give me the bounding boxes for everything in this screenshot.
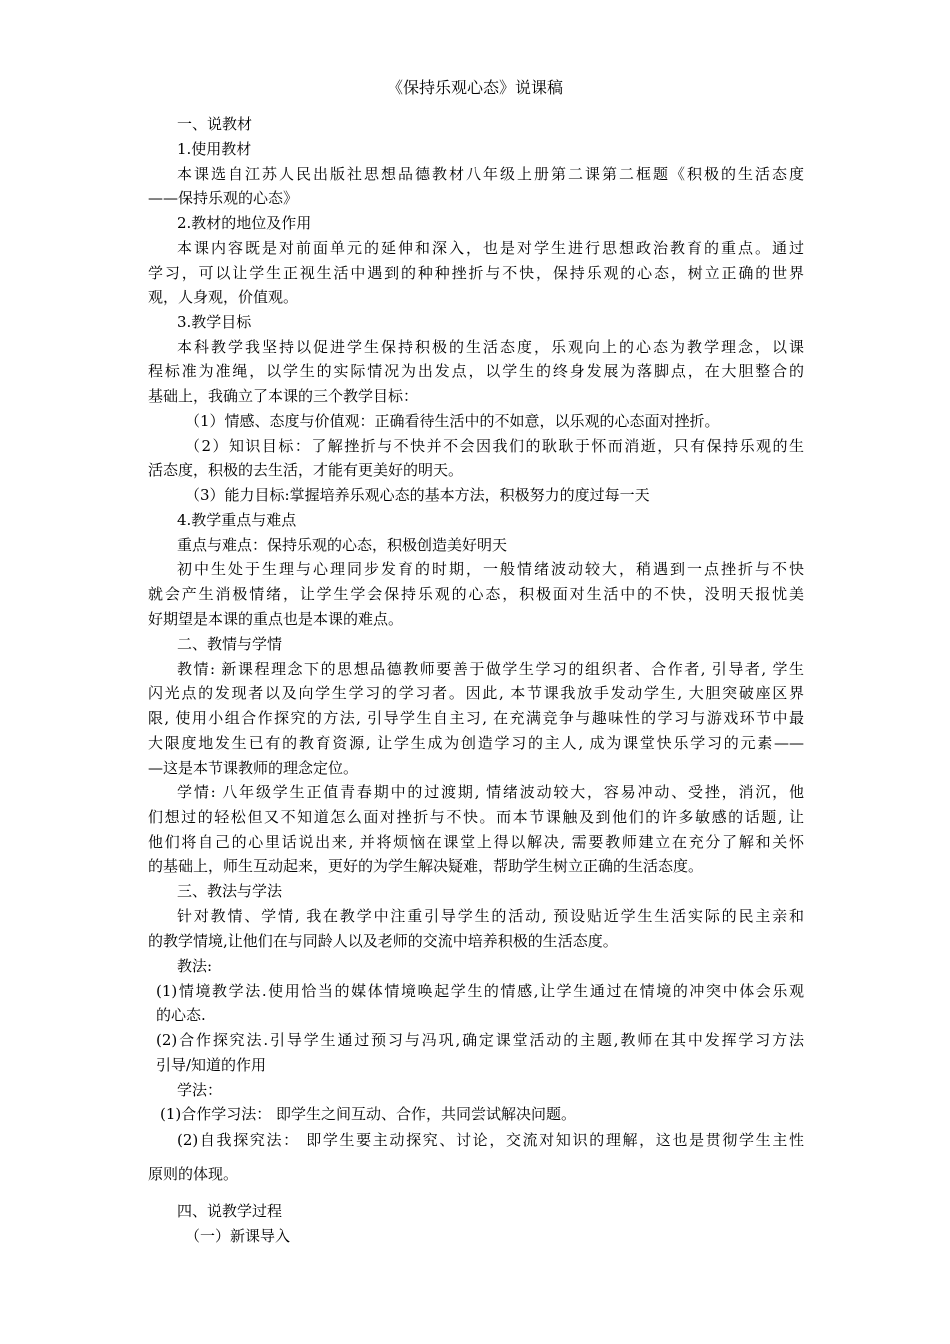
text-line: 好期望是本课的重点也是本课的难点。 (148, 610, 404, 628)
text-line: 二、教情与学情 (177, 635, 283, 653)
text-line: 闪光点的发现者以及向学生学习的学习者。因此, 本节课我放手发动学生, 大胆突破座区界 (148, 684, 804, 702)
text-line: 教情: 新课程理念下的思想品德教师要善于做学生学习的组织者、合作者, 引导者, 学生 (177, 660, 804, 678)
text-line: 教法: (177, 957, 213, 975)
text-line: (1)合作学习法： 即学生之间互动、合作，共同尝试解决问题。 (160, 1105, 577, 1123)
text-line: 的教学情境,让他们在与同龄人以及老师的交流中培养积极的生活态度。 (148, 932, 618, 950)
text-line: 程标准为准绳，以学生的实际情况为出发点，以学生的终身发展为落脚点，在大胆整合的 (148, 362, 804, 380)
text-line: (1)情境教学法.使用恰当的媒体情境唤起学生的情感,让学生通过在情境的冲突中体会乐观 (156, 982, 804, 1000)
text-line: 引导/知道的作用 (156, 1056, 267, 1074)
text-line: 的心态. (156, 1006, 206, 1024)
text-line: (2)自我探究法： 即学生要主动探究、讨论，交流对知识的理解，这也是贯彻学生主性 (177, 1131, 804, 1149)
text-line: —这是本节课教师的理念定位。 (148, 759, 359, 777)
text-line: 三、教法与学法 (177, 882, 283, 900)
text-line: 一、说教材 (177, 115, 253, 133)
text-line: 学法： (177, 1081, 223, 1099)
text-line: 3.教学目标 (177, 313, 252, 331)
text-line: （2）知识目标：了解挫折与不快并不会因我们的耿耿于怀而消逝，只有保持乐观的生 (185, 437, 804, 455)
document-title: 《保持乐观心态》说课稿 (386, 78, 563, 97)
text-line: 活态度，积极的去生活，才能有更美好的明天。 (148, 461, 464, 479)
text-line: （1）情感、态度与价值观：正确看待生活中的不如意，以乐观的心态面对挫折。 (185, 412, 720, 430)
text-line: 观，人身观，价值观。 (148, 288, 299, 306)
text-line: 大限度地发生已有的教育资源, 让学生成为创造学习的主人, 成为课堂快乐学习的元素—— (148, 734, 804, 752)
text-line: 原则的体现。 (148, 1165, 239, 1183)
text-line: 学情: 八年级学生正值青春期中的过渡期, 情绪波动较大，容易冲动、受挫，消沉，他 (177, 783, 804, 801)
text-line: （一）新课导入 (185, 1227, 291, 1245)
text-line: 1.使用教材 (177, 140, 252, 158)
text-line: 2.教材的地位及作用 (177, 214, 312, 232)
text-line: 针对教情、学情, 我在教学中注重引导学生的活动, 预设贴近学生生活实际的民主亲和 (177, 907, 804, 925)
text-line: 四、说教学过程 (177, 1202, 283, 1220)
text-line: 4.教学重点与难点 (177, 511, 297, 529)
text-line: 本科教学我坚持以促进学生保持积极的生活态度，乐观向上的心态为教学理念，以课 (177, 338, 804, 356)
text-line: 他们将自己的心里话说出来, 并将烦恼在课堂上得以解决, 需要教师建立在充分了解和关怀 (148, 833, 804, 851)
text-line: (2)合作探究法.引导学生通过预习与冯巩,确定课堂活动的主题,教师在其中发挥学习方法 (156, 1031, 804, 1049)
text-line: 限, 使用小组合作探究的方法, 引导学生自主习, 在充满竞争与趣味性的学习与游戏环节中最 (148, 709, 804, 727)
text-line: 学习，可以让学生正视生活中遇到的种种挫折与不快，保持乐观的心态，树立正确的世界 (148, 264, 804, 282)
text-line: 本课内容既是对前面单元的延伸和深入，也是对学生进行思想政治教育的重点。通过 (177, 239, 804, 257)
text-line: 重点与难点：保持乐观的心态，积极创造美好明天 (177, 536, 508, 554)
text-line: 们想过的轻松但又不知道怎么面对挫折与不快。而本节课触及到他们的许多敏感的话题, 让 (148, 808, 804, 826)
text-line: 初中生处于生理与心理同步发育的时期，一般情绪波动较大，稍遇到一点挫折与不快 (177, 560, 804, 578)
text-line: 的基础上，师生互动起来，更好的为学生解决疑难，帮助学生树立正确的生活态度。 (148, 857, 704, 875)
text-line: 基础上，我确立了本课的三个教学目标： (148, 387, 419, 405)
text-line: （3）能力目标:掌握培养乐观心态的基本方法，积极努力的度过每一天 (185, 486, 650, 504)
text-line: 就会产生消极情绪，让学生学会保持乐观的心态，积极面对生活中的不快，没明天报忧美 (148, 585, 804, 603)
text-line: ——保持乐观的心态》 (148, 189, 299, 207)
text-line: 本课选自江苏人民出版社思想品德教材八年级上册第二课第二框题《积极的生活态度 (177, 165, 804, 183)
